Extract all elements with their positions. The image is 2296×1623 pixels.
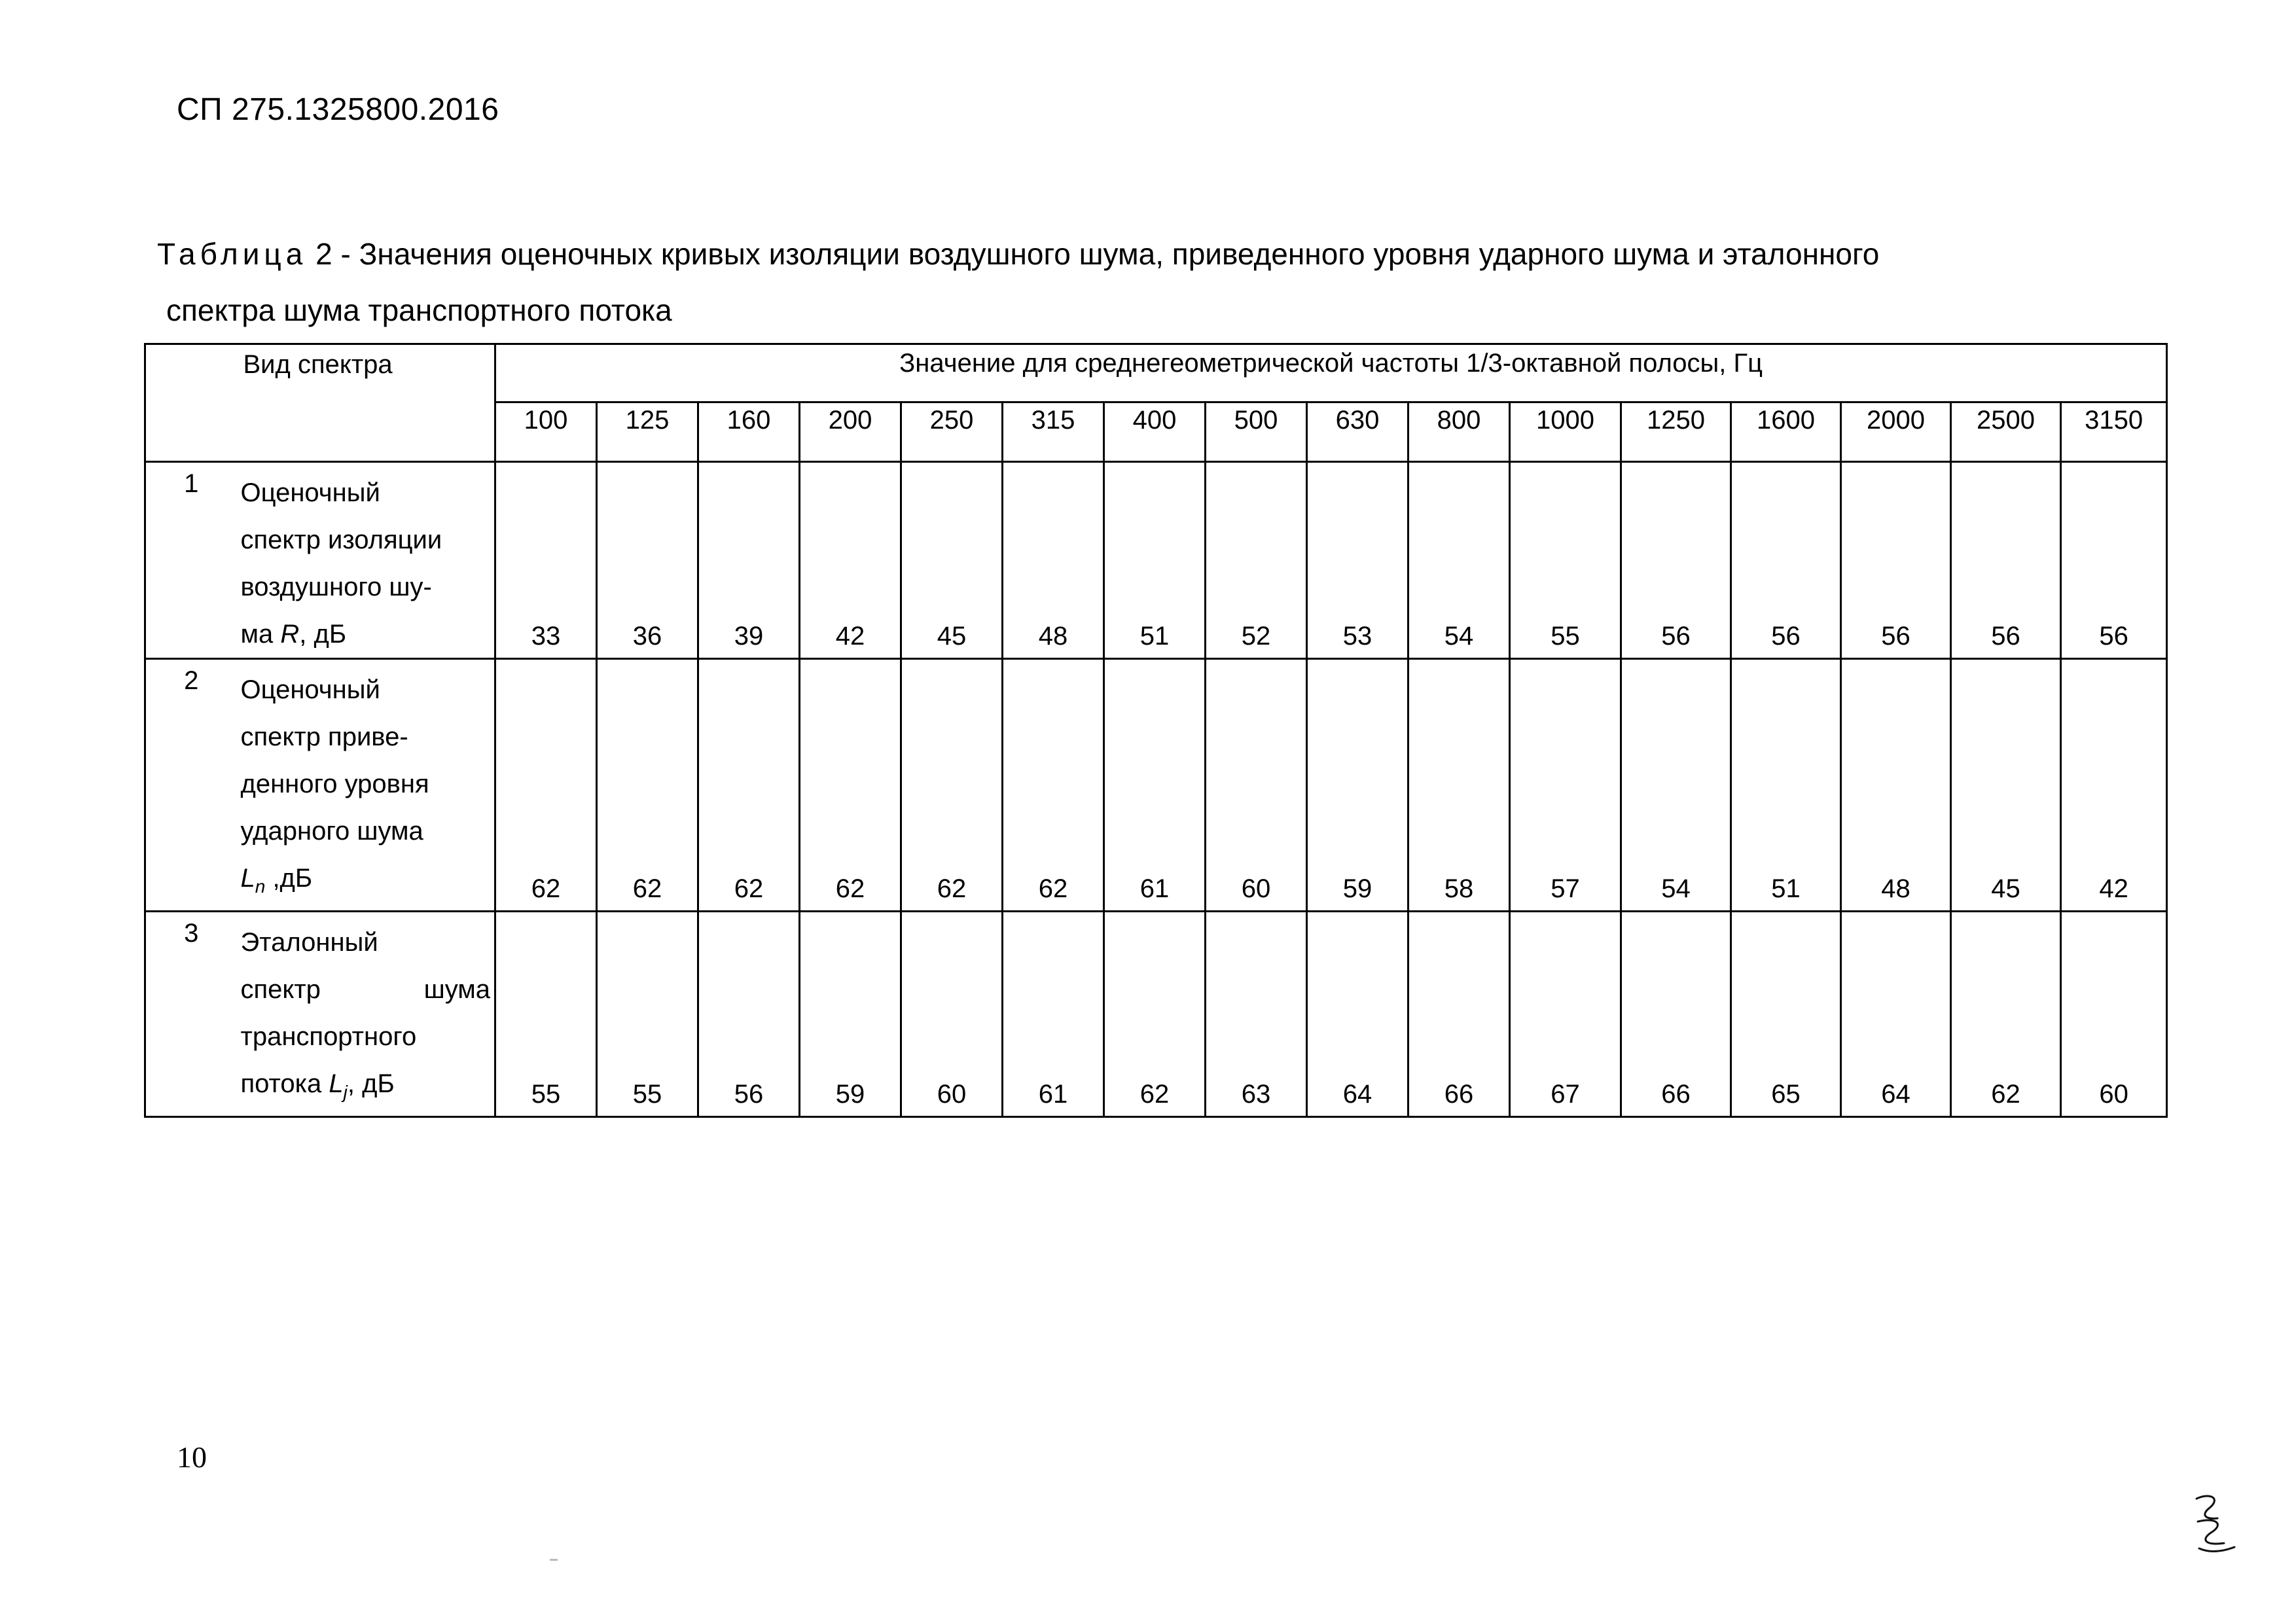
row-name-line: ма [240, 620, 281, 649]
value-cell: 53 [1307, 462, 1408, 659]
value-cell: 60 [1206, 659, 1307, 912]
value-cell: 56 [1621, 462, 1731, 659]
frequency-header-cell: 2000 [1841, 402, 1951, 462]
frequency-header-cell: 250 [901, 402, 1003, 462]
handwritten-signature-icon [2185, 1486, 2244, 1558]
value-cell: 56 [698, 912, 800, 1117]
row-name-line: Оценочный [240, 478, 380, 507]
value-cell: 55 [1510, 462, 1621, 659]
value-cell: 39 [698, 462, 800, 659]
frequency-header-cell: 1600 [1731, 402, 1841, 462]
spectra-table [144, 343, 2168, 1118]
header-frequency-group: Значение для среднегеометрической частоты 1/3-октавной полосы, Гц [495, 344, 2167, 402]
value-cell: 52 [1206, 462, 1307, 659]
caption-text-line1: - Значения оценочных кривых изоляции воздушного шума, приведенного уровня ударного шума и эталонного [332, 237, 1880, 271]
value-cell: 62 [1951, 912, 2061, 1117]
frequency-header-cell: 315 [1003, 402, 1104, 462]
value-cell: 62 [901, 659, 1003, 912]
value-cell: 48 [1003, 462, 1104, 659]
value-cell: 60 [901, 912, 1003, 1117]
quantity-symbol: L [329, 1069, 344, 1098]
value-cell: 59 [1307, 659, 1408, 912]
value-cell: 62 [800, 659, 901, 912]
value-cell: 58 [1408, 659, 1510, 912]
frequency-header-cell: 2500 [1951, 402, 2061, 462]
value-cell: 61 [1003, 912, 1104, 1117]
value-cell: 62 [1003, 659, 1104, 912]
quantity-unit: ,дБ [265, 864, 313, 893]
row-spectrum-name [237, 912, 495, 1117]
value-cell: 56 [1731, 462, 1841, 659]
value-cell: 65 [1731, 912, 1841, 1117]
value-cell: 62 [698, 659, 800, 912]
value-cell: 61 [1104, 659, 1206, 912]
value-cell: 66 [1621, 912, 1731, 1117]
value-cell: 48 [1841, 659, 1951, 912]
quantity-unit: , дБ [347, 1069, 395, 1098]
row-name-line: потока [240, 1069, 329, 1098]
row-number: 1 [145, 462, 237, 659]
document-code: СП 275.1325800.2016 [177, 92, 499, 127]
frequency-header-cell: 400 [1104, 402, 1206, 462]
value-cell: 66 [1408, 912, 1510, 1117]
page-number: 10 [177, 1440, 207, 1474]
quantity-unit: , дБ [299, 620, 347, 649]
value-cell: 51 [1104, 462, 1206, 659]
value-cell: 59 [800, 912, 901, 1117]
quantity-subscript: j [343, 1082, 348, 1102]
value-cell: 33 [495, 462, 597, 659]
value-cell: 62 [495, 659, 597, 912]
header-num-cell [145, 344, 237, 462]
value-cell: 60 [2061, 912, 2167, 1117]
frequency-header-cell: 500 [1206, 402, 1307, 462]
quantity-symbol: R [280, 620, 300, 649]
value-cell: 42 [2061, 659, 2167, 912]
value-cell: 62 [597, 659, 698, 912]
value-cell: 63 [1206, 912, 1307, 1117]
frequency-header-cell: 160 [698, 402, 800, 462]
row-name-line: ударного шума [240, 817, 423, 846]
frequency-header-cell: 200 [800, 402, 901, 462]
row-name-line: транспортного [240, 1022, 417, 1051]
table-row [145, 659, 2167, 912]
frequency-header-cell: 630 [1307, 402, 1408, 462]
row-name-line: спектр приве- [240, 722, 408, 751]
value-cell: 54 [1408, 462, 1510, 659]
value-cell: 55 [597, 912, 698, 1117]
value-cell: 45 [1951, 659, 2061, 912]
value-cell: 54 [1621, 659, 1731, 912]
value-cell: 55 [495, 912, 597, 1117]
table-row [145, 912, 2167, 1117]
value-cell: 42 [800, 462, 901, 659]
row-name-line: Эталонный [240, 928, 378, 957]
value-cell: 56 [1841, 462, 1951, 659]
value-cell: 51 [1731, 659, 1841, 912]
value-cell: 64 [1307, 912, 1408, 1117]
row-name-line: воздушного шу- [240, 573, 432, 601]
value-cell: 45 [901, 462, 1003, 659]
row-name-line: спектр изоляции [240, 526, 442, 554]
row-spectrum-name [237, 659, 495, 912]
value-cell: 62 [1104, 912, 1206, 1117]
scan-mark [550, 1559, 558, 1561]
frequency-header-cell: 3150 [2061, 402, 2167, 462]
row-number: 2 [145, 659, 237, 912]
header-spectrum-type: Вид спектра [237, 344, 495, 462]
frequency-header-cell: 1000 [1510, 402, 1621, 462]
frequency-header-cell: 125 [597, 402, 698, 462]
value-cell: 57 [1510, 659, 1621, 912]
row-name-line: спектр [240, 975, 321, 1004]
row-name-line: Оценочный [240, 675, 380, 704]
value-cell: 56 [2061, 462, 2167, 659]
row-spectrum-name [237, 462, 495, 659]
row-name-line: шума [423, 975, 490, 1004]
table-body [145, 462, 2167, 1117]
frequency-header-cell: 1250 [1621, 402, 1731, 462]
value-cell: 36 [597, 462, 698, 659]
table-row [145, 462, 2167, 659]
table-caption [157, 226, 2186, 338]
row-number: 3 [145, 912, 237, 1117]
frequency-header-cell: 100 [495, 402, 597, 462]
row-name-line: денного уровня [240, 770, 429, 798]
value-cell: 56 [1951, 462, 2061, 659]
quantity-symbol: L [240, 864, 255, 893]
caption-label: Таблица [157, 237, 308, 271]
value-cell: 67 [1510, 912, 1621, 1117]
quantity-subscript: n [255, 876, 266, 897]
value-cell: 64 [1841, 912, 1951, 1117]
frequency-header-cell: 800 [1408, 402, 1510, 462]
caption-text-line2: спектра шума транспортного потока [166, 293, 672, 327]
caption-number: 2 [315, 237, 332, 271]
